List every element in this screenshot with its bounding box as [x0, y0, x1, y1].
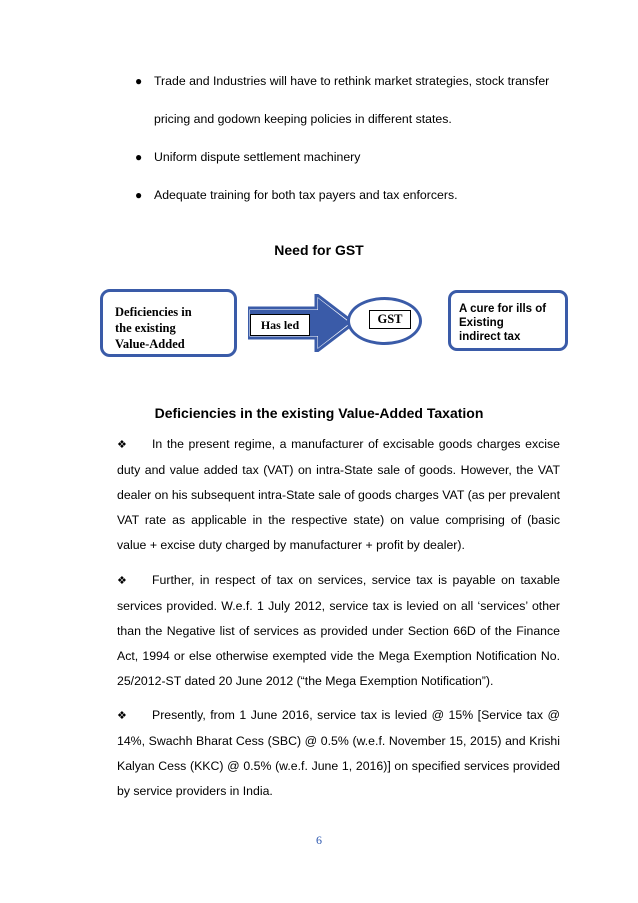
cure-line: indirect tax: [459, 331, 521, 343]
section-title-need-for-gst: Need for GST: [274, 242, 364, 258]
page-number: 6: [316, 833, 322, 847]
deficiencies-line: Value-Added: [115, 337, 185, 351]
bullet-dot-icon: ●: [135, 188, 143, 202]
bullet-list: [132, 62, 572, 214]
bullet-item: [132, 62, 572, 138]
bullet-dot-icon: ●: [135, 150, 143, 164]
diamond-bullet-icon: ❖: [117, 439, 127, 451]
cure-line: A cure for ills of: [459, 303, 547, 315]
bullet-dot-icon: ●: [135, 74, 143, 88]
bullet-item: [132, 138, 572, 176]
gst-flow-diagram: [100, 286, 570, 361]
diamond-bullet-icon: ❖: [117, 575, 127, 587]
deficiencies-box: [100, 289, 237, 357]
cure-box: [448, 290, 568, 351]
bullet-text: Uniform dispute settlement machinery: [154, 150, 361, 164]
bullet-item: [132, 176, 572, 214]
has-led-label: Has led: [250, 314, 310, 336]
cure-line: Existing: [459, 317, 504, 329]
deficiencies-line: the existing: [115, 321, 176, 335]
paragraph: [117, 432, 560, 558]
section-title-deficiencies: Deficiencies in the existing Value-Added Taxation: [154, 405, 484, 421]
paragraph-text: In the present regime, a manufacturer of excisable goods charges excise duty and value added tax (VAT) on intra-State sale of goods. However, the VAT dealer on his subsequent intra-State sale of goods charges VAT (as per prevalent VAT rate as applicable in the respective state) on value comprising of (basic value + excise duty charged by manufacturer + profit by dealer).: [117, 437, 560, 552]
paragraph: [117, 703, 560, 804]
bullet-text-line1: Trade and Industries will have to rethink market strategies, stock transfer: [154, 74, 550, 88]
paragraph-text: Further, in respect of tax on services, service tax is payable on taxable services provided. W.e.f. 1 July 2012, service tax is levied on all ‘services’ other than the Negative list of services as provided under Section 66D of the Finance Act, 1994 or else otherwise exempted vide the Mega Exemption Notification No. 25/2012-ST dated 20 June 2012 (“the Mega Exemption Notification”).: [117, 573, 560, 688]
diamond-bullet-icon: ❖: [117, 710, 127, 722]
paragraph-text: Presently, from 1 June 2016, service tax is levied @ 15% [Service tax @ 14%, Swachh Bharat Cess (SBC) @ 0.5% (w.e.f. November 15, 2015) and Krishi Kalyan Cess (KKC) @ 0.5% (w.e.f. June 1, 2016)] on specified services provided by service providers in India.: [117, 708, 560, 798]
paragraph: [117, 568, 560, 694]
deficiencies-line: Deficiencies in: [115, 305, 192, 319]
bullet-text-line2: pricing and godown keeping policies in different states.: [154, 112, 452, 126]
gst-label: GST: [369, 310, 411, 329]
bullet-text: Adequate training for both tax payers and tax enforcers.: [154, 188, 458, 202]
